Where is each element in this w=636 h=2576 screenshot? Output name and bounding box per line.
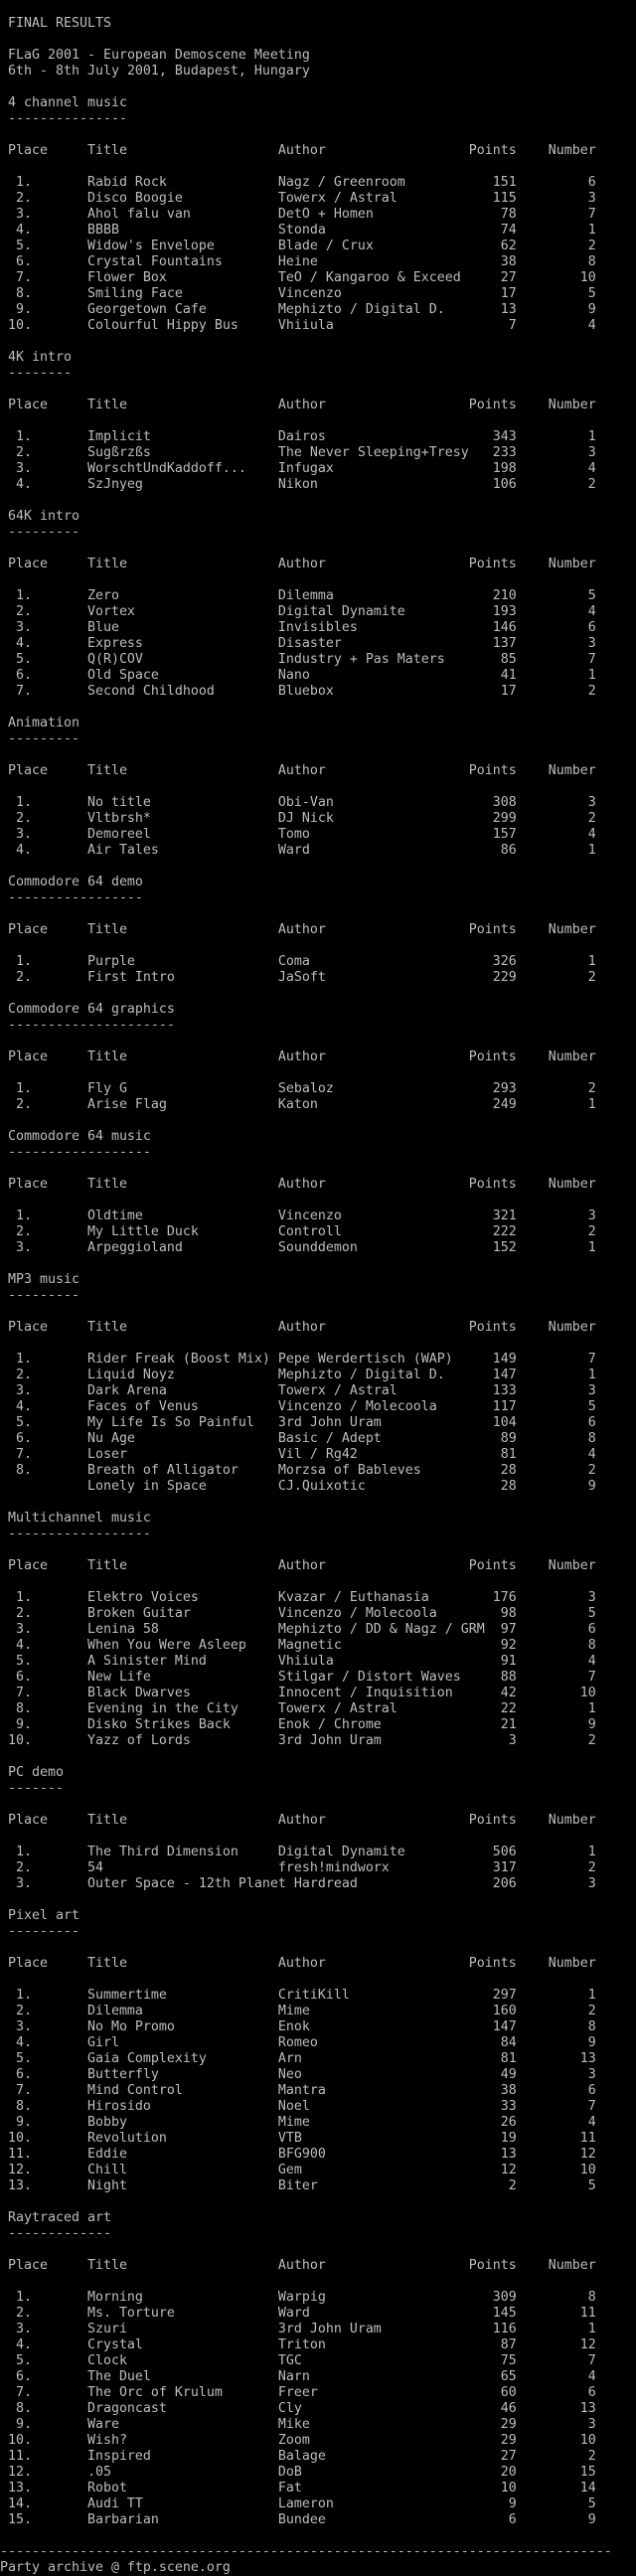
spacer-line bbox=[0, 1495, 636, 1511]
section-title: Raytraced art bbox=[0, 2210, 111, 2225]
result-row: 2. Dilemma Mime 160 2 bbox=[0, 2004, 596, 2018]
section-underline: ------------------ bbox=[0, 1527, 151, 1541]
section-underline: --------- bbox=[0, 525, 80, 540]
result-row: 12. Chill Gem 12 10 bbox=[0, 2163, 596, 2177]
result-row: 5. Widow's Envelope Blade / Crux 62 2 bbox=[0, 239, 596, 253]
spacer-line bbox=[0, 1193, 636, 1208]
result-row: 4. Crystal Triton 87 12 bbox=[0, 2337, 596, 2352]
spacer-line bbox=[0, 1749, 636, 1765]
section-underline: --------------------- bbox=[0, 1018, 175, 1033]
results-table-header: Place Title Author Points Number bbox=[0, 1049, 596, 1064]
section-title: MP3 music bbox=[0, 1272, 80, 1287]
spacer-line bbox=[0, 334, 636, 350]
spacer-line bbox=[0, 2194, 636, 2210]
result-row: 8. Breath of Alligator Morzsa of Bableves 28 2 bbox=[0, 1463, 596, 1478]
spacer-line bbox=[0, 159, 636, 175]
spacer-line bbox=[0, 2242, 636, 2258]
result-row: 7. The Orc of Krulum Freer 60 6 bbox=[0, 2385, 596, 2400]
spacer-line bbox=[0, 1940, 636, 1956]
spacer-line bbox=[0, 1113, 636, 1129]
result-row: 3. Outer Space - 12th Planet Hardread 206 3 bbox=[0, 1876, 596, 1891]
result-row: 4. SzJnyeg Nikon 106 2 bbox=[0, 477, 596, 492]
result-row: 5. Q(R)COV Industry + Pas Maters 85 7 bbox=[0, 652, 596, 667]
section-underline: ------------------ bbox=[0, 1145, 151, 1160]
spacer-line bbox=[0, 906, 636, 922]
result-row: 3. Ahol falu van DetO + Homen 78 7 bbox=[0, 207, 596, 222]
spacer-line bbox=[0, 0, 636, 16]
result-row: 7. Black Dwarves Innocent / Inquisition 42 10 bbox=[0, 1686, 596, 1700]
result-row: 8. Evening in the City Towerx / Astral 22 1 bbox=[0, 1701, 596, 1716]
spacer-line bbox=[0, 1972, 636, 1988]
results-table-header: Place Title Author Points Number bbox=[0, 1320, 596, 1335]
result-row: 6. New Life Stilgar / Distort Waves 88 7 bbox=[0, 1670, 596, 1685]
section-underline: --------- bbox=[0, 1924, 80, 1939]
result-row: 3. Demoreel Tomo 157 4 bbox=[0, 827, 596, 842]
result-row: 13. Robot Fat 10 14 bbox=[0, 2481, 596, 2496]
spacer-line bbox=[0, 382, 636, 398]
footer-separator: ----------------------------------------------------------------------------- bbox=[0, 2544, 612, 2559]
spacer-line bbox=[0, 700, 636, 716]
spacer-line bbox=[0, 1034, 636, 1049]
result-row: 6. Crystal Fountains Heine 38 8 bbox=[0, 254, 596, 269]
result-row: 9. Ware Mike 29 3 bbox=[0, 2417, 596, 2432]
spacer-line bbox=[0, 127, 636, 143]
result-row: 1. Zero Dilemma 210 5 bbox=[0, 588, 596, 603]
result-row: 2. Ms. Torture Ward 145 11 bbox=[0, 2306, 596, 2321]
result-row: 1. Implicit Dairos 343 1 bbox=[0, 429, 596, 444]
section-underline: --------- bbox=[0, 731, 80, 746]
result-row: 4. BBBB Stonda 74 1 bbox=[0, 223, 596, 238]
results-table-header: Place Title Author Points Number bbox=[0, 1813, 596, 1828]
spacer-line bbox=[0, 413, 636, 429]
result-row: 2. 54 fresh!mindworx 317 2 bbox=[0, 1860, 596, 1875]
result-row: 15. Barbarian Bundee 6 9 bbox=[0, 2512, 596, 2527]
section-title: PC demo bbox=[0, 1765, 64, 1780]
result-row: 3. WorschtUndKaddoff... Infugax 198 4 bbox=[0, 461, 596, 476]
result-row: 4. Girl Romeo 84 9 bbox=[0, 2035, 596, 2050]
result-row: 7. Second Childhood Bluebox 17 2 bbox=[0, 684, 596, 699]
spacer-line bbox=[0, 1542, 636, 1558]
result-row: 11. Inspired Balage 27 2 bbox=[0, 2449, 596, 2464]
section-title: 4K intro bbox=[0, 350, 72, 365]
result-row: 10. Wish? Zoom 29 10 bbox=[0, 2433, 596, 2448]
result-row: 3. Blue Invisibles 146 6 bbox=[0, 620, 596, 635]
result-row: 12. .05 DoB 20 15 bbox=[0, 2465, 596, 2480]
result-row: 3. Lenina 58 Mephizto / DD & Nagz / GRM 97 6 bbox=[0, 1622, 596, 1637]
result-row: 7. Mind Control Mantra 38 6 bbox=[0, 2083, 596, 2098]
section-title: 4 channel music bbox=[0, 95, 127, 110]
result-row: 1. Morning Warpig 309 8 bbox=[0, 2290, 596, 2305]
results-table-header: Place Title Author Points Number bbox=[0, 1956, 596, 1971]
result-row: 2. Vltbrsh* DJ Nick 299 2 bbox=[0, 811, 596, 826]
result-row: 10. Colourful Hippy Bus Vhiiula 7 4 bbox=[0, 318, 596, 333]
spacer-line bbox=[0, 1336, 636, 1352]
result-row: 6. Butterfly Neo 49 3 bbox=[0, 2067, 596, 2082]
result-row: 4. Faces of Venus Vincenzo / Molecoola 117 5 bbox=[0, 1399, 596, 1414]
event-date-line: 6th - 8th July 2001, Budapest, Hungary bbox=[8, 64, 310, 79]
spacer-line bbox=[0, 493, 636, 509]
result-row: 1. Rabid Rock Nagz / Greenroom 151 6 bbox=[0, 175, 596, 190]
result-row: 2. Sugßrzßs The Never Sleeping+Tresy 233 3 bbox=[0, 445, 596, 460]
result-row: 5. My Life Is So Painful 3rd John Uram 104 6 bbox=[0, 1415, 596, 1430]
result-row: 6. Old Space Nano 41 1 bbox=[0, 668, 596, 683]
result-row: 10. Yazz of Lords 3rd John Uram 3 2 bbox=[0, 1733, 596, 1748]
results-table-header: Place Title Author Points Number bbox=[0, 2258, 596, 2273]
results-table-header: Place Title Author Points Number bbox=[0, 763, 596, 778]
spacer-line bbox=[0, 1829, 636, 1845]
results-table-header: Place Title Author Points Number bbox=[0, 922, 596, 937]
result-row: Lonely in Space CJ.Quixotic 28 9 bbox=[0, 1479, 596, 1494]
footer-line: Party archive @ ftp.scene.org bbox=[0, 2560, 231, 2575]
result-row: 6. Nu Age Basic / Adept 89 8 bbox=[0, 1431, 596, 1446]
result-row: 2. Liquid Noyz Mephizto / Digital D. 147 1 bbox=[0, 1368, 596, 1382]
result-row: 13. Night Biter 2 5 bbox=[0, 2178, 596, 2193]
spacer-line bbox=[0, 1161, 636, 1177]
spacer-line bbox=[0, 747, 636, 763]
section-title: 64K intro bbox=[0, 509, 80, 524]
results-table-header: Place Title Author Points Number bbox=[0, 1558, 596, 1573]
result-row: 6. The Duel Narn 65 4 bbox=[0, 2369, 596, 2384]
spacer-line bbox=[0, 1065, 636, 1081]
result-row: 8. Smiling Face Vincenzo 17 5 bbox=[0, 286, 596, 301]
section-underline: ----------------- bbox=[0, 890, 143, 905]
result-row: 8. Dragoncast Cly 46 13 bbox=[0, 2401, 596, 2416]
spacer-line bbox=[0, 1256, 636, 1272]
section-title: Multichannel music bbox=[0, 1511, 151, 1526]
result-row: 1. No title Obi-Van 308 3 bbox=[0, 795, 596, 810]
result-row: 1. Fly G Sebaloz 293 2 bbox=[0, 1081, 596, 1096]
spacer-line bbox=[0, 2528, 636, 2544]
spacer-line bbox=[0, 986, 636, 1002]
result-row: 3. No Mo Promo Enok 147 8 bbox=[0, 2019, 596, 2034]
result-row: 9. Georgetown Cafe Mephizto / Digital D. 13 9 bbox=[0, 302, 596, 317]
result-row: 1. The Third Dimension Digital Dynamite 506 1 bbox=[0, 1845, 596, 1859]
section-title: Animation bbox=[0, 716, 80, 730]
document-title-line: FINAL RESULTS bbox=[8, 16, 111, 31]
results-table-header: Place Title Author Points Number bbox=[0, 1177, 596, 1192]
result-row: 5. Gaia Complexity Arn 81 13 bbox=[0, 2051, 596, 2066]
result-row: 10. Revolution VTB 19 11 bbox=[0, 2131, 596, 2146]
result-row: 1. Elektro Voices Kvazar / Euthanasia 176 3 bbox=[0, 1590, 596, 1605]
result-row: 1. Purple Coma 326 1 bbox=[0, 954, 596, 969]
section-title: Pixel art bbox=[0, 1908, 80, 1923]
results-table-header: Place Title Author Points Number bbox=[0, 557, 596, 571]
result-row: 8. Hirosido Noel 33 7 bbox=[0, 2099, 596, 2114]
result-row: 5. A Sinister Mind Vhiiula 91 4 bbox=[0, 1654, 596, 1669]
section-underline: --------------- bbox=[0, 111, 127, 126]
spacer-line bbox=[0, 1304, 636, 1320]
result-row: 7. Flower Box TeO / Kangaroo & Exceed 27 10 bbox=[0, 270, 596, 285]
spacer-line bbox=[0, 1892, 636, 1908]
spacer-line bbox=[0, 80, 636, 95]
spacer-line bbox=[0, 938, 636, 954]
spacer-line bbox=[0, 1574, 636, 1590]
result-row: 5. Clock TGC 75 7 bbox=[0, 2353, 596, 2368]
result-row: 9. Bobby Mime 26 4 bbox=[0, 2115, 596, 2130]
spacer-line bbox=[0, 1797, 636, 1813]
result-row: 2. Arise Flag Katon 249 1 bbox=[0, 1097, 596, 1112]
section-title: Commodore 64 demo bbox=[0, 875, 143, 889]
result-row: 2. Vortex Digital Dynamite 193 4 bbox=[0, 604, 596, 619]
result-row: 7. Loser Vil / Rg42 81 4 bbox=[0, 1447, 596, 1462]
result-row: 9. Disko Strikes Back Enok / Chrome 21 9 bbox=[0, 1717, 596, 1732]
result-row: 2. My Little Duck Controll 222 2 bbox=[0, 1224, 596, 1239]
section-title: Commodore 64 graphics bbox=[0, 1002, 175, 1017]
result-row: 1. Rider Freak (Boost Mix) Pepe Werdertisch (WAP) 149 7 bbox=[0, 1352, 596, 1367]
spacer-line bbox=[0, 572, 636, 588]
spacer-line bbox=[0, 541, 636, 557]
section-underline: ------- bbox=[0, 1781, 64, 1796]
result-row: 4. When You Were Asleep Magnetic 92 8 bbox=[0, 1638, 596, 1653]
result-row: 14. Audi TT Lameron 9 5 bbox=[0, 2496, 596, 2511]
result-row: 2. Disco Boogie Towerx / Astral 115 3 bbox=[0, 191, 596, 206]
results-table-header: Place Title Author Points Number bbox=[0, 398, 596, 412]
result-row: 1. Summertime CritiKill 297 1 bbox=[0, 1988, 596, 2003]
result-row: 4. Air Tales Ward 86 1 bbox=[0, 843, 596, 858]
result-row: 3. Arpeggioland Sounddemon 152 1 bbox=[0, 1240, 596, 1255]
section-underline: -------- bbox=[0, 366, 72, 381]
section-title: Commodore 64 music bbox=[0, 1129, 151, 1144]
result-row: 2. First Intro JaSoft 229 2 bbox=[0, 970, 596, 985]
spacer-line bbox=[0, 32, 636, 48]
spacer-line bbox=[0, 859, 636, 875]
result-row: 2. Broken Guitar Vincenzo / Molecoola 98 5 bbox=[0, 1606, 596, 1621]
result-row: 3. Dark Arena Towerx / Astral 133 3 bbox=[0, 1383, 596, 1398]
section-underline: --------- bbox=[0, 1288, 80, 1303]
spacer-line bbox=[0, 779, 636, 795]
section-underline: ------------- bbox=[0, 2226, 111, 2241]
result-row: 4. Express Disaster 137 3 bbox=[0, 636, 596, 651]
result-row: 11. Eddie BFG900 13 12 bbox=[0, 2147, 596, 2162]
spacer-line bbox=[0, 2274, 636, 2290]
result-row: 3. Szuri 3rd John Uram 116 1 bbox=[0, 2322, 596, 2336]
event-name-line: FLaG 2001 - European Demoscene Meeting bbox=[8, 48, 310, 63]
results-table-header: Place Title Author Points Number bbox=[0, 143, 596, 158]
result-row: 1. Oldtime Vincenzo 321 3 bbox=[0, 1208, 596, 1223]
